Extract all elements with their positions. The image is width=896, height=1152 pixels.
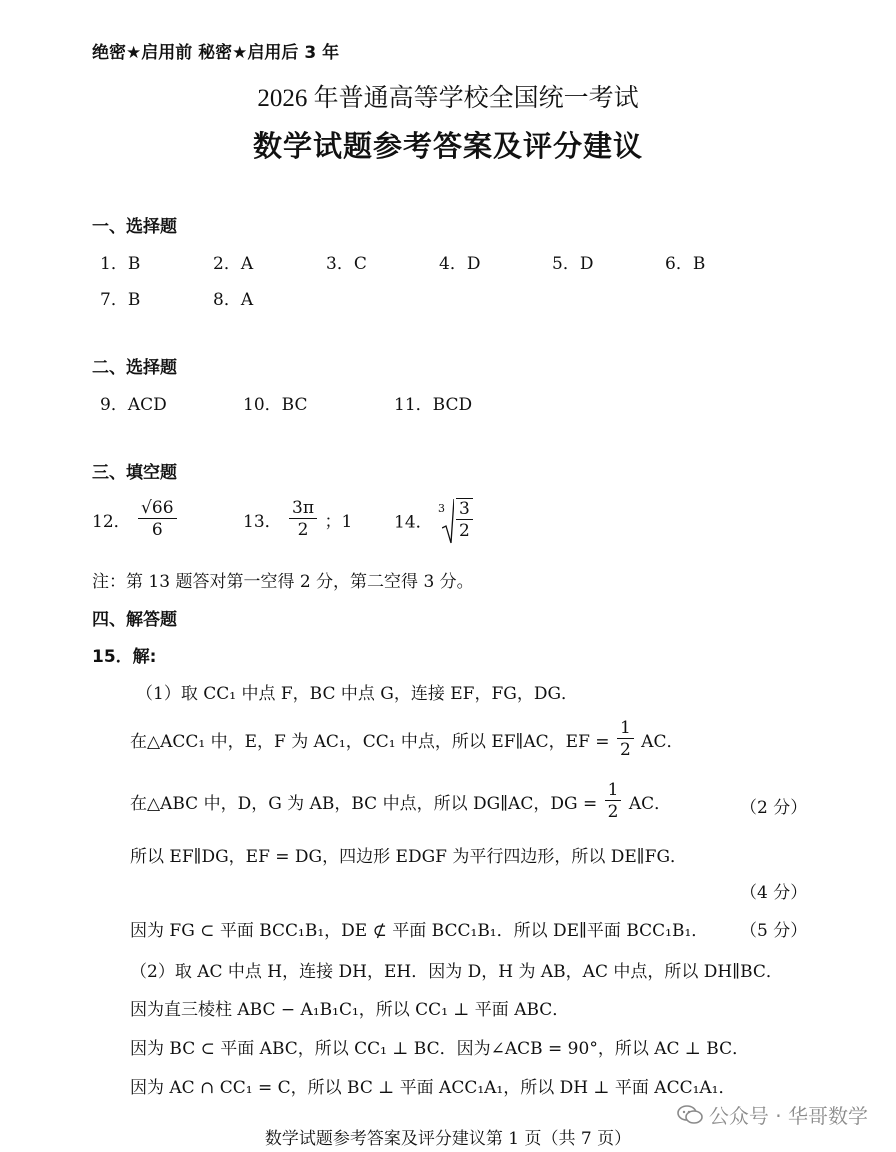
answer-item: 6．B (665, 254, 706, 274)
section-heading-fill-blank: 三、填空题 (92, 463, 177, 483)
fraction-numerator: 1 (617, 718, 634, 739)
solution-line: 所以 EF∥DG，EF = DG，四边形 EDGF 为平行四边形，所以 DE∥FG． (130, 847, 688, 867)
score-marker: （2 分） (740, 798, 808, 818)
score-marker: （4 分） (740, 883, 808, 903)
fraction-denominator: 6 (151, 520, 163, 540)
fraction-numerator: 3π (289, 498, 317, 519)
question-number: 13． (243, 512, 282, 532)
fraction-denominator: 2 (607, 802, 619, 822)
answer-item: 10．BC (243, 395, 308, 415)
solution-line: （2）取 AC 中点 H，连接 DH，EH．因为 D，H 为 AB，AC 中点，所以 DH∥BC． (130, 962, 783, 982)
answer-item: 3．C (326, 254, 367, 274)
solution-line: （1）取 CC₁ 中点 F，BC 中点 G，连接 EF，FG，DG． (136, 684, 579, 704)
question-15-label: 15．解: (92, 647, 157, 667)
section-heading-choice: 一、选择题 (92, 217, 177, 237)
document-title: 数学试题参考答案及评分建议 (252, 129, 643, 163)
fraction-numerator: √66 (138, 498, 176, 519)
fraction-denominator: 2 (459, 521, 470, 541)
scoring-note: 注：第 13 题答对第一空得 2 分，第二空得 3 分。 (92, 572, 474, 592)
exam-title: 2026 年普通高等学校全国统一考试 (257, 85, 639, 112)
answer-item: 4．D (439, 254, 481, 274)
solution-line: 因为直三棱柱 ABC − A₁B₁C₁，所以 CC₁ ⊥ 平面 ABC． (130, 1000, 570, 1020)
answer-item-12 (92, 498, 179, 541)
line-text: 在△ACC₁ 中，E，F 为 AC₁，CC₁ 中点，所以 EF∥AC，EF = (130, 732, 610, 752)
section-heading-multi-choice: 二、选择题 (92, 358, 177, 378)
secrecy-label: 绝密★启用前 秘密★启用后 3 年 (92, 43, 340, 63)
watermark-text: 公众号 · 华哥数学 (708, 1104, 868, 1128)
fraction-denominator: 2 (619, 740, 631, 760)
fraction-numerator: 1 (605, 780, 622, 801)
fraction-denominator: 2 (297, 520, 309, 540)
solution-line: 因为 AC ∩ CC₁ = C，所以 BC ⊥ 平面 ACC₁A₁，所以 DH ⊥ 平面 ACC₁A₁． (130, 1078, 736, 1098)
wechat-icon (677, 1105, 703, 1125)
answer-item: 5．D (552, 254, 594, 274)
answer-item: 2．A (213, 254, 254, 274)
answer-item: 8．A (213, 290, 254, 310)
answer-item: 11．BCD (394, 395, 473, 415)
score-marker: （5 分） (740, 921, 808, 941)
section-heading-solutions: 四、解答题 (92, 610, 177, 630)
answer-item: 7．B (100, 290, 141, 310)
answer-item: 9．ACD (100, 395, 167, 415)
page-footer: 数学试题参考答案及评分建议第 1 页（共 7 页） (264, 1129, 632, 1149)
answer-tail: ；1 (324, 512, 353, 532)
answer-item: 1．B (100, 254, 141, 274)
answer-item-13 (243, 498, 352, 541)
radical-sign-icon (442, 498, 454, 544)
solution-line: 因为 FG ⊂ 平面 BCC₁B₁，DE ⊄ 平面 BCC₁B₁．所以 DE∥平面 BCC₁B₁． (130, 921, 709, 941)
line-text: AC． (641, 732, 684, 752)
fraction (289, 498, 317, 541)
line-text: 在△ABC 中，D，G 为 AB，BC 中点，所以 DG∥AC，DG = (130, 794, 598, 814)
cube-root (438, 498, 475, 542)
root-index: 3 (438, 502, 446, 515)
fraction (456, 498, 473, 542)
question-number: 14． (394, 512, 433, 533)
answer-item-14 (394, 498, 475, 542)
line-text: AC． (628, 794, 672, 814)
solution-line (130, 780, 671, 823)
question-number: 12． (92, 512, 131, 532)
fraction (605, 780, 622, 823)
fraction (138, 498, 176, 541)
fraction-numerator: 3 (456, 499, 473, 520)
solution-line (130, 718, 683, 761)
solution-line: 因为 BC ⊂ 平面 ABC，所以 CC₁ ⊥ BC．因为∠ACB = 90°，所以 AC ⊥ BC． (130, 1039, 750, 1059)
fraction (617, 718, 634, 761)
